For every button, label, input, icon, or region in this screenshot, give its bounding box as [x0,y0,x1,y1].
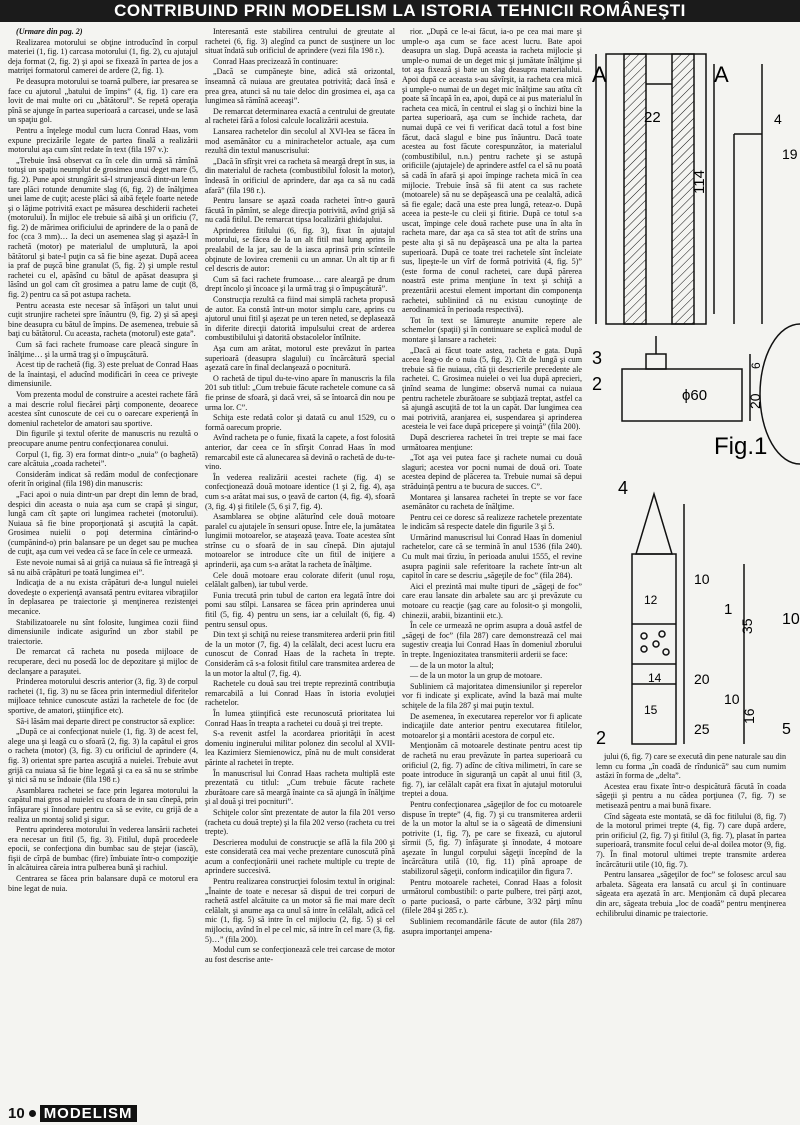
c2-paragraph: Construcţia rezultă ca fiind mai simplă racheta propusă de autor. Ea constă într-un motor simplu care, aprins cu ajutorul unui fitil şi aşezat pe un teren neted, se deplasează în diferite direcţii datorită impulsului creat de arderea combustibilului şi datorită obstacolelor întîlnite. [205,295,395,343]
fig1-caption: Fig.1 [714,433,768,460]
fig1-dim-60: ϕ60 [682,387,708,404]
c4-paragraph: Cînd săgeata este montată, se dă foc fitilului (8, fig. 7) de la motorul primei trepte (4, fig. 7) care după ardere, prin orificiul (2, fig. 7) şi fitilul (3, fig. 7), plasat în partea superioară, transmite focul celui de-al doilea motor (9, fig. 7). În final motorul ultimei trepte transmite arderea încărcăturii utile (10, fig. 7). [596,811,786,869]
c1-paragraph: Vom prezenta modul de construire a acestei rachete fără a mai descrie rolul fiecărei părţi componente, deoarece acestea sînt cunoscute de cei cu o oarecare experienţă în domeniul rachetelor de amatori sau sportive. [8,389,198,428]
fig1-dim-22: 22 [644,109,661,126]
c3-paragraph: Aici el prezintă mai multe tipuri de „săgeţi de foc” care erau lansate din arbalete sau arc şi prevăzute cu motoare cu reacţie (şag care au folosit-o şi mongolii, chinezii, arabii, bizantinii etc.). [402,581,582,620]
c1-paragraph: Cum să faci rachete frumoase care pleacă singure în înălţime… şi la urmă trag şi o împuşcătură. [8,340,198,359]
magazine-logo: MODELISM [40,1105,137,1122]
c1-paragraph: Pe deasupra motorului se toarnă pulbere, iar presarea se face cu ajutorul „batului de împins” (4, fig. 1) care era lovit de mai multe ori cu „bătătorul”. Se repetă operaţia pînă se ajunge în partea superioară a carcasei, unde se lasă un spaţiu gol. [8,76,198,125]
fig1-label-a2: A [714,62,729,87]
c3-paragraph: În cele ce urmează ne oprim asupra a două astfel de „săgeţi de foc” (fila 287) care demonstrează cel mai sugestiv creaţia lui Conrad Haas în domeniul zborului în trepte. Ingeniozitatea transmiterii arderii se face: [402,621,582,659]
c3-paragraph: „Tot aşa vei putea face şi rachete numai cu două slaguri; acestea vor pocni numai de două ori. Toate acestea depind de plăcerea ta. Trebuie numai să depui străduinţă pentru a te bucura de succes. C”. [402,453,582,491]
rocket-num-1: 1 [724,601,733,618]
fig1-matrix [596,54,762,324]
fig1-dim-20: 20 [747,393,763,409]
fig1-dim-114: 114 [691,170,708,194]
c1-paragraph: „Faci apoi o nuia dintr-un par drept din lemn de brad, despici din aceasta o nuia aşa cum se crapă şi singur, lungă cam cît şapte ori lungimea rachetei (motorului). Nuiaua să fie bine proporţionată şi ascuţită la capăt. Grosimea nuielii o poţi determina cîntărind-o (cumpănind-o) prin balansare pe un deget sau pe muchea de cuţit, aşa cum vei vedea că se face în cele ce urmează. [8,489,198,557]
c1-paragraph: Este nevoie numai să ai grijă ca nuiaua să fie întreagă şi să nu aibă crăpături pe toată lungimea ei”. [8,558,198,577]
c3-paragraph: Menţionăm că motoarele destinate pentru acest tip de rachetă nu erau prevăzute în partea superioară cu orificiul (2, fig. 7) adînc de cîtiva milimetri, în care se poate introduce în siguranţă un capăt al unui fitil (3, fig. 7), iar celălalt capăt era fixat în ajutajul motorului treptei a doua. [402,741,582,799]
c4-paragraph: Acestea erau fixate într-o despicătură făcută în coada săgeţii şi pentru a nu cădea porţiunea (7, fig. 7) se metisează pentru a mai bună fixare. [596,781,786,810]
text-column-3 [402,27,582,936]
c3-paragraph: Tot în text se lămureşte anumite repere ale schemelor (spaţii) şi în continuare se explică modul de montare şi lansare a rachetei: [402,315,582,344]
page-footer [8,1103,137,1123]
figure-area [584,24,800,749]
c2-paragraph: Din text şi schiţă nu reiese transmiterea arderii prin fitil de la un motor (7, fig. 4) la celălalt, deci acest lucru era cunoscut de Conrad Haas de la racheta în trepte. Considerăm că s-a folosit fitilul care transmitea arderea de la un motor la altul (7, fig. 4). [205,630,395,678]
c1-paragraph: Pentru aprinderea motorului în vederea lansării rachetei era necesar un fitil (5, fig. 3). Fitilul, după procedeele epocii, se confecţiona din bumbac sau de ştejar (iască), fişii de cîrpă de bumbac (fire) îmbuiate într-o compoziţie în alcătuirea căreia intra pulberea bună şi rachiul. [8,825,198,873]
c2-paragraph: Asamblarea se obţine alăturînd cele două motoare paralel cu ajutajele în sensuri opuse. Între ele, la jumătatea lungimii motoarelor, se ataşează ţeava. Toate acestea sînt strînse cu o sfoară de in sau cînepă. Din ajutajul motoarelor se introduce cîte un fitil de iniţiere a aprinderii, aşa cum s-a arătat la racheta de înălţime. [205,512,395,570]
rocket-dim-15: 15 [644,703,658,717]
fig1-label-a1: A [592,62,607,87]
c1-paragraph: Să-i lăsăm mai departe direct pe constructor să explice: [16,716,195,726]
c4-paragraph: jului (6, fig. 7) care se execută din pene naturale sau din lemn cu forma „în coadă de rîndunică” sau cum numim astăzi în forma de „delta”. [596,752,786,781]
column-2-body [205,27,395,964]
fig1-base [622,336,750,421]
c1-paragraph: Indicaţia de a nu exista crăpături de-a lungul nuielei dovedeşte o experienţă avansată pentru evitarea vibraţiilor în deplasarea pe traiectorie şi menţinerea rezistenţei mecanice. [8,578,198,617]
c1-paragraph: Centrarea se făcea prin balansare după ce motorul era bine legat de nuia. [8,874,198,893]
c1-paragraph: „Trebuie însă observat ca în cele din urmă să rămînă totuşi un spaţiu neumplut de grosimea unui deget mare (5, fig. 2). Pune apoi strungărit să-l strunjească dintr-un lemn tare plăci rotunde denumite slag (6, fig. 2) de înălţimea unei lame de cuţit; aceste plăci să aibă feţele foarte netede şi o lăţime potrivită exact pe măsurea deschiderii rachetei (motorului). În mijloc ele trebuie să aibă şi un orificiu (7, fig. 2) de mărimea orificiului de aprindere de la o pană de foc (cca 3 mm)… Ia deci un asemenea slag şi aşază-l în rachetă (motor) pe materialul de umplutură, la apoi bătătorul şi bate-l puţin ca să fie bine aşezat. După aceea ia praf de puşcă bine granulat (5, fig. 2) şi umple restul rachetei cu el, apăsînd cu bătul de apăsat deasupra şi lăsînd un gol cam cît grosimea a patru lame de cuţit (8, fig. 2) pentru ca să pot astupa racheta. [8,155,198,300]
rocket-dim-14: 14 [648,671,662,685]
c2-paragraph: Funia trecută prin tubul de carton era legată între doi pomi sau stîlpi. Lansarea se făcea prin aprinderea unui fitil (5, fig. 4) pentru un sens, iar a celuilalt (6, fig. 4) pentru sensul opus. [205,590,395,629]
column-1-body [8,38,198,894]
c2-paragraph: Descrierea modului de construcţie se află la fila 200 şi este considerată cea mai veche prezentare cunoscută pînă acum a confecţionării unei rachete multiple cu trepte de aprindere succesivă. [205,837,395,876]
c2-paragraph: Cum să faci rachete frumoase… care aleargă pe drum drept încolo şi încoace şi la urmă trag şi o împuşcătură”. [205,274,395,294]
c1-paragraph: Asamblarea rachetei se face prin legarea motorului la capătul mai gros al nuielei cu sfoara de in sau cînepă, prin înfăşurare şi înnodare pentru ca să se evite, cu grijă de a realiza un montaj solid şi sigur. [8,785,198,824]
column-3-body [402,27,582,936]
c2-paragraph: Schiţele color sînt prezentate de autor la fila 201 verso (racheta cu două trepte) şi la fila 202 verso (racheta cu trei trepte). [205,807,395,837]
text-column-1 [8,27,198,1087]
c1-paragraph: Pentru a înţelege modul cum lucra Conrad Haas, vom expune precizările legate de partea finală a realizării motorului aşa cum sînt redate în text (fila 197 v.): [8,125,198,155]
rocket-num-2: 2 [596,728,607,748]
fig1-num-3: 3 [592,348,603,368]
technical-drawing [584,24,800,749]
rocket-dim-20: 20 [694,671,710,687]
c1-paragraph: De remarcat că racheta nu poseda mijloace de recuperare, deci nu posedă loc de depozitare şi mijloc de declanşare a paraşutei. [8,647,198,676]
c2-paragraph: O rachetă de tipul du-te-vino apare în manuscris la fila 201 sub titlul: „Cum trebuie făcute rachetele comune ca să fie prinse de sfoară, şi dacă vrei, să se întoarcă din nou pe urma lor. C”. [205,373,395,412]
c3-paragraph: — de la un motor la altul; [410,660,494,670]
c3-paragraph: Pentru motoarele rachetei, Conrad Haas a folosit următorul combustibil: o parte pulbere, trei părţi azot, o parte pucioasă, o parte cărbune, 3/32 părţi mînu (filele 284 şi 285 r.). [402,877,582,916]
c1-paragraph: Pentru aceasta este necesar să înfăşori un talut unui cuţit strunjire rachetei spre înăuntru (9, fig. 2) şi să apeşi bine deasupra cu bătul de împins. De asemenea, trebuie să baţi cu bătătorul. Cu aceasta, racheta (motorul) este gata”. [8,300,198,339]
c1-paragraph: Corpul (1, fig. 3) era format dintr-o „nuia” (o baghetă) care alcătuia „coada rachetei”. [8,449,198,469]
text-column-2 [205,27,395,1087]
c2-paragraph: Rachetele cu două sau trei trepte reprezintă contribuţia remarcabilă a lui Conrad Haas în istoria evoluţiei rachetelor. [205,679,395,708]
fig1-dim-19: 19 [782,146,798,162]
rocket-dim-16: 16 [741,708,757,724]
c3-paragraph: Pentru cei ce doresc să realizeze rachetele prezentate le indicăm să respecte datele din figurile 3 şi 5. [402,512,582,532]
page-title: CONTRIBUIND PRIN MODELISM LA ISTORIA TEHNICII ROMÂNEŞTI [114,1,686,20]
c2-paragraph: „Dacă se cumpăneşte bine, adică stă orizontal, înseamnă că nuiaua are greutatea potrivită; dacă însă e prea grea, atunci să nu taie deloc din grosimea ei, aşa ca lungimea să rămînă aceeaşi”. [205,67,395,106]
fig1-num-4: 4 [774,111,782,127]
c3-paragraph: rior. „După ce le-ai făcut, ia-o pe cea mai mare şi umple-o aşa cum se face acest lucru. Bate apoi deasupra un slag. După aceasta ia racheta mijlocie şi umple-o numai de un deget mic şi jumătate înălţime şi tot aşa fixează şi bate un slag deasupra materialului. Apoi după ce aceasta s-au săvîrşit, ia racheta cea mică şi umple-o numai de un deget mic înălţime sau atîta cît poate să încapă în ea, apoi, după ce ai pus materialul în racheta cea mică, în centrul ei slag şi o închizi bine la partea superioară, aşa cum se închide racheta, dar numai după ce vei fi verificat dacă totul a fost bine făcut, dacă slagul e bine pus înăuntru. Dacă toate acestea au fost făcute corespunzător, ia materialul (combustibilul, n.n.) pentru rachete şi se astupă orificiile (ajutajele) de aprindere astfel ca el să nu poată să cadă în afară şi apoi împinge racheta mică în cea mijlocie. Trebuie însă să fii atent ca sus rachete (motoarele) să nu se depăşească una pe cealaltă, adică să fie egale; dacă una este prea lungă, reteaz-o. După aceea ia peste-le cu cleii şi fitirie. După ce totul s-a uscat, împinge cele două rachete puse una în alta în racheta mare, dar aşa ca să stea tot atît de strîns una peste alta şi să nu depăşească una pe alta la partea superioară. După ce toate trei rachetele sînt încleiate sus, lipeşte-le un vîrf de formă potrivită (4, fig. 5)” (este forma de conul rachetei, care după părerea noastră este prima menţiune în text şi schiţă a prezentării acestui element important din componenţa rachetei, subliniind că nu existau cunoştinţe de aerodinamică în perioada respectivă). [402,27,582,315]
c3-paragraph: Pentru confecţionarea „săgeţilor de foc cu motoarele dispuse în trepte” (4, fig. 7) şi cu transmiterea arderii de la un motor la altul se ia o săgeată de dimensiuni potrivite (1, fig. 7), pe care se fixează, cu ajutorul sîrmii (5, fig. 7) înfăşurate şi înnodate, 4 motoare aşezate în lungul corpului săgeţii începînd de la încărcătura utilă (10, fig. 11) pînă aproape de stabilizorul săgeţii, conform indicaţiilor din figura 7. [402,799,582,877]
c3-paragraph: — de la un motor la un grup de motoare. [410,671,543,681]
c2-paragraph: „Dacă în sfîrşit vrei ca racheta să meargă drept în sus, ia din materialul de racheta (combustibilul folosit la motor), îndeasă în orificiul de aprindere, dar aşa ca să nu cadă afară” (fila 198 r.). [205,156,395,195]
rocket-dim-35: 35 [739,618,755,634]
bullet-dot [29,1110,36,1117]
c2-paragraph: Conrad Haas precizează în continuare: [213,56,338,66]
c1-paragraph: „După ce ai confecţionat nuiele (1, fig. 3) de acest fel, alege una şi leagă cu o sfoară (2, fig. 3) la capătul ei gros o racheta (motor) (3, fig. 3) cu orificiul de aprindere (4, fig. 3) orientat spre partea ascuţită a nuielei. Trebuie avut grijă ca nuiaua să fie bine legată şi ca ea să nu se strîmbe şi nici să nu se îndoaie (fila 198 r.) [8,727,198,785]
c3-paragraph: De asemenea, în executarea reperelor vor fi aplicate indicaţiile date anterior pentru executarea fitilelor, motoarelor şi a montării acestora de corpul etc. [402,711,582,740]
c1-paragraph: Din figurile şi textul oferite de manuscris nu rezultă o preocupare anume pentru confecţionarea conului. [8,429,198,448]
fig1-dim-6: 6 [749,362,763,369]
fig1-num-2: 2 [592,374,603,394]
c2-paragraph: Aprinderea fitilului (6, fig. 3), fixat în ajutajul motorului, se făcea de la un alt fitil mai lung aprins în prealabil de la jar, sau de la iasca aprinsă prin scînteile obţinute de lovirea cremenii cu un amnar. Un alt tip ar fi cel descris de autor: [205,225,395,274]
header-banner [0,0,800,22]
c1-paragraph: Considerăm indicat să redăm modul de confecţionare oferit în original (fila 198) din manuscris: [8,469,198,489]
c2-paragraph: Interesantă este stabilirea centrului de greutate al rachetei (6, fig. 3) alegînd ca punct de susţinere un loc situat îndată sub orificiul de aprindere (vezi fila 198 r.). [205,27,395,56]
rocket-dim-12: 12 [644,593,658,607]
c1-paragraph: Realizarea motorului se obţine introducînd în corpul materiei (1, fig. 1) carcasa motorului (1, fig. 2), cu ajutajul deja format (2, fig. 2) şi apoi se fixează în partea de jos a matriţei formatorul camerei de ardere (2, fig. 1). [8,37,198,76]
column-4-body [596,752,786,918]
c2-paragraph: În lumea ştiinţifică este recunoscută prioritatea lui Conrad Haas în treapta a rachetei cu două şi trei trepte. [205,708,395,728]
c2-paragraph: Modul cum se confecţionează cele trei carcase de motor au fost descrise ante- [205,945,395,964]
c2-paragraph: Lansarea rachetelor din secolul al XVI-lea se făcea în mod asemănător cu a minirachetelor actuale, aşa cum rezultă din textul manuscrisului: [205,126,395,156]
text-column-4 [596,752,786,1097]
rocket-num-5: 5 [782,721,791,738]
rocket-dim-10b: 10 [724,691,740,707]
rocket-num-4: 4 [618,478,629,498]
c2-paragraph: În manuscrisul lui Conrad Haas racheta multiplă este prezentată cu titlul: „Cum trebuie făcute rachete zburătoare care să meargă înainte ca să ajungă în înălţime şi al două şi trei pocnituri”. [205,768,395,807]
c2-paragraph: În vederea realizării acestei rachete (fig. 4) se confecţionează două motoare identice (1 şi 2, fig. 4), aşa cum s-a arătat mai sus, o ţeavă de carton (4, fig. 4), sfoară (3, fig. 4) şi fitilele (5, 6 şi 7, fig. 4). [205,472,395,511]
continued-note: (Urmare din pag. 2) [16,27,83,36]
c1-paragraph: Prinderea motorului descris anterior (3, fig. 3) de corpul rachetei (1, fig. 3) nu se făcea prin intermediul diferitelor mijloace tehnice cunoscute astăzi la rachetele de foc (de sportive, de amatori, ştiinţifice etc). [8,677,198,715]
c3-paragraph: Subliniem că majoritatea dimensiunilor şi reperelor vor fi indicate şi explicate, avînd la bază mai multe schiţele de la fila 287 şi mai puţin textul. [402,681,582,710]
c1-paragraph: Acest tip de rachetă (fig. 3) este preluat de Conrad Haas de la înaintaşi, el aducînd modificări în ceea ce priveşte dimensiunile. [8,360,198,389]
c2-paragraph: De remarcat determinarea exactă a centrului de greutate al rachetei fără a folosi calcule localizării acestuia. [205,106,395,126]
c3-paragraph: După descrierea rachetei în trei trepte se mai face următoarea menţiune: [402,432,582,452]
rocket-dim-10a: 10 [694,571,710,587]
c3-paragraph: Montarea şi lansarea rachetei în trepte se vor face asemănător cu racheta de înălţime. [402,492,582,512]
c1-paragraph: Stabilizatoarele nu sînt folosite, lungimea cozii fiind dimensiunile indicate asigurînd un zbor stabil pe traiectorie. [8,617,198,646]
c3-paragraph: Subliniem recomandările făcute de autor (fila 287) asupra importanţei ampena- [402,917,582,936]
rocket-num-10: 10 [782,611,800,628]
page-number: 10 [8,1104,25,1122]
c3-paragraph: Urmărind manuscrisul lui Conrad Haas în domeniul rachetelor, care că se termină în anul 1536 (fila 240). Cu mult mai tîrziu, în perioada anului 1555, el revine asupra paginii sale referitoare la rachete într-un alt capitol în care se descriu „săgeţile de foc” (fila 284). [402,532,582,581]
rocket-dim-25: 25 [694,721,710,737]
c2-paragraph: Pentru lansare se aşază coada rachetei într-o gaură făcută în pămînt, se alege direcţia potrivită, avînd grijă să nu cadă fitilul. De remarcat tipsa localizării ghidajului. [205,196,395,225]
c2-paragraph: Aşa cum am arătat, motorul este prevăzut în partea superioară (deasupra slagului) cu încărcătură special aşezată care în final declanşează o pocnitură. [205,344,395,373]
c2-paragraph: Cele două motoare erau colorate diferit (unul roşu, celălalt galben), iar tubul verde. [205,570,395,590]
c2-paragraph: Pentru realizarea construcţiei folosim textul în original: „Înainte de toate e necesar să dispui de trei corpuri de rachetă astfel alcătuite ca un motor să fie mai mare decît celălalt, şi anume aşa ca unul să intre în celălalt, adică cel mic (1, fig. 5) să intre în cel mijlociu (2, fig. 5) şi cel mijlociu, avînd în el pe cel mic, să intre în cel mare (3, fig. 5)…” (fila 200). [205,877,395,944]
c3-paragraph: „Dacă ai făcut toate astea, racheta e gata. După aceea leag-o de o nuia (5, fig. 2). Cît de lungă şi cum trebuie să fie nuiaua, cîtă ţii descrierile precedente ale rachetei. C. Grosimea nuielei o vei lua după aprecieri, ţinînd seama de lungime: observă numai ca nuiaua pentru rachetele zburătoare se subţiază treptat, astfel ca să ajungă ascuţită de tot la un capăt. Dar lungimea cea mai potrivită, aranjarea ei, suspendarea şi aprinderea acesteia le vei face după pricepere şi voinţă” (fila 200). [402,345,582,432]
c2-paragraph: S-a revenit astfel la acordarea priorităţii în acest domeniu inginerului militar polonez din secolul al XVII-lea Kazimierz Siemienowicz, pînă nu de mult considerat părinte al rachetei în trepte. [205,729,395,767]
c2-paragraph: Schiţa este redată color şi datată cu anul 1529, cu o formă oarecum proprie. [205,413,395,432]
c4-paragraph: Pentru lansarea „săgeţilor de foc” se folosesc arcul sau arbaleta. Săgeata era lansată cu arcul şi în continuare săgeata era aşezată în arc. Menţionăm că după plecarea din arc, săgeata trebuia „loc de coadă” pentru menţinerea echilibrului dinamic pe traiectorie. [596,870,786,918]
c2-paragraph: Avînd racheta pe o funie, fixată la capete, a fost folosită anterior, dar ceea ce în sfîrşit Conrad Haas în mod remarcabil este că alunecarea să devină o rachetă de du-te-vino. [205,433,395,472]
